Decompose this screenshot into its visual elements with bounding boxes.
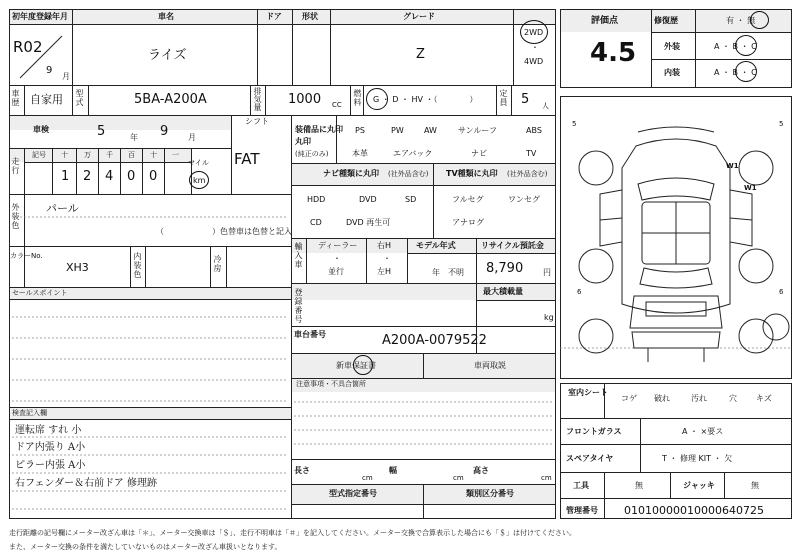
mileage-digit: 0 [149, 169, 158, 184]
grade-header: グレード [403, 12, 435, 21]
capacity-header: 定員 [499, 89, 508, 107]
grade-value: Z [416, 47, 425, 62]
displacement-header: 排気量 [253, 87, 262, 111]
mileage-digit-header: 記号 [32, 151, 46, 159]
capacity-unit: 人 [542, 102, 549, 110]
mileage-header: 走行 [11, 157, 20, 175]
score-value: 4.5 [590, 38, 637, 68]
mileage-digit-header: 一 [172, 151, 179, 159]
displacement-unit: CC [332, 101, 342, 109]
seat-condition: 汚れ [691, 394, 707, 403]
inspector-note-line: ピラー内張 A小 [15, 460, 86, 471]
inspection-month: 9 [160, 124, 169, 139]
tv-type-header: TV種類に丸印 [446, 169, 498, 178]
reg-no-header: 登録番号 [294, 288, 303, 324]
max-load-unit: kg [544, 313, 554, 322]
first-reg-era: R02 [13, 38, 43, 56]
import-dealer: ディーラー [318, 241, 358, 250]
equipment-sub: (純正のみ) [295, 150, 329, 158]
fuel-header: 燃料 [353, 89, 362, 107]
use-category-header: 車歴 [11, 89, 20, 107]
interior-options: A ・ B ・ C [714, 68, 757, 77]
sales-point-header: セールスポイント [12, 289, 68, 297]
navi-item: DVD [359, 195, 377, 204]
mileage-digit: 0 [127, 169, 136, 184]
exterior-options: A ・ B ・ C [714, 42, 757, 51]
type-designation-header: 型式指定番号 [329, 489, 377, 498]
navi-item: SD [405, 195, 417, 204]
import-header: 輸入車 [294, 242, 303, 269]
capacity-value: 5 [521, 92, 530, 107]
inspector-notes-header: 検査記入欄 [12, 409, 47, 417]
tv-type-sub: (社外品含む) [507, 170, 548, 178]
tv-item: ワンセグ [508, 195, 540, 204]
new-car-warranty: 新車保証書 [336, 361, 376, 370]
footer-note-1: 走行距離の記号欄にメーター改ざん車は「＊」、メーター交換車は「＄」、走行不明車は「＃」を記入してください。メーター交換で合算表示した場合にも「＄」は付けてください。 [9, 529, 576, 537]
seat-condition: コゲ [621, 394, 637, 403]
repair-history-options: 有 ・ 無 [726, 16, 756, 25]
first-reg-month: 9 [46, 65, 53, 76]
repaint-note: （ ）色替車は色替と記入 [156, 227, 292, 236]
mileage-unit-km: km [193, 176, 206, 185]
fuel-g-circle [366, 88, 388, 110]
model-year-header: モデル年式 [416, 241, 456, 250]
height-header: 高さ [473, 466, 489, 475]
equipment-item: ABS [526, 126, 542, 135]
tools-value: 無 [635, 481, 643, 490]
shift-value: FAT [234, 150, 260, 168]
width-unit: cm [453, 474, 464, 482]
doors-header: ドア [266, 12, 282, 21]
model-year-options: 年 不明 [432, 268, 464, 277]
inspection-header: 車検 [33, 125, 49, 134]
body-shape-header: 形状 [302, 12, 318, 21]
import-rh: 右H [377, 241, 392, 250]
recycle-unit: 円 [543, 268, 551, 277]
inspector-note-line: 右フェンダー＆右前ドア 修理跡 [15, 478, 157, 489]
chassis-no-value: A200A-0079522 [382, 333, 487, 348]
repair-history-header: 修復歴 [654, 16, 678, 25]
tools-header: 工具 [573, 481, 589, 490]
category-no-header: 類別区分番号 [466, 489, 514, 498]
car-name-header: 車名 [158, 12, 174, 21]
mileage-digit: 1 [61, 169, 70, 184]
tv-item: アナログ [452, 218, 484, 227]
import-lh: 左H [377, 267, 392, 276]
vehicle-damage-diagram [560, 96, 792, 379]
ext-color-value: パール [46, 202, 79, 215]
navi-type-header: ナビ種類に丸印 [323, 169, 379, 178]
equipment-item: PW [391, 126, 404, 135]
navi-item: HDD [307, 195, 326, 204]
control-no-value: 01010000010000640725 [624, 504, 764, 517]
import-dot-2: ・ [383, 254, 391, 263]
tv-item: フルセグ [452, 195, 484, 204]
length-header: 長さ [294, 466, 310, 475]
spare-tire-options: T ・ 修理 KIT ・ 欠 [662, 454, 733, 463]
first-reg-month-unit: 月 [62, 72, 70, 81]
equipment-item: 本革 [352, 149, 368, 158]
equipment-item: PS [355, 126, 365, 135]
equipment-header: 装備品に丸印 [295, 125, 343, 134]
first-reg-header: 初年度登録年月 [12, 12, 68, 21]
inspection-year: 5 [97, 124, 106, 139]
mileage-km-circle [189, 171, 209, 189]
mileage-digit-header: 千 [106, 151, 113, 159]
ac-header: 冷房 [213, 255, 222, 273]
drive-dot: ・ [531, 43, 539, 52]
repair-none-circle [750, 11, 769, 29]
recycle-amount: 8,790 [486, 261, 524, 276]
length-unit: cm [362, 474, 373, 482]
navi-type-sub: (社外品含む) [388, 170, 429, 178]
mileage-digit-header: 万 [84, 151, 91, 159]
equipment-item: TV [526, 149, 537, 158]
recycle-header: リサイクル預託金 [481, 241, 544, 250]
spare-tire-header: スペアタイヤ [566, 454, 614, 463]
tire-depth-rr: 6 [779, 288, 784, 296]
mileage-digit-header: 十 [61, 151, 68, 159]
footer-note-2: また、メーター交換の条件を満たしていないものはメーター改ざん車扱いとなります。 [9, 543, 282, 551]
import-dot: ・ [333, 254, 341, 263]
mileage-digit-header: 十 [150, 151, 157, 159]
seat-condition: キズ [756, 394, 772, 403]
tire-depth-fr: 5 [779, 120, 784, 128]
drive-2wd-circle [520, 20, 548, 44]
chassis-no-header: 車台番号 [294, 330, 326, 339]
interior-header: 内装 [664, 68, 680, 77]
windshield-options: A ・ ×要ス [682, 427, 724, 436]
jack-header: ジャッキ [683, 481, 715, 490]
interior-grade-circle [735, 61, 757, 82]
equipment-item: エアバック [393, 149, 433, 158]
mileage-digit: 2 [83, 169, 92, 184]
seat-condition: 破れ [654, 394, 670, 403]
tire-depth-fl: 5 [572, 120, 577, 128]
width-header: 幅 [389, 466, 397, 475]
notes-header: 注意事項・不具合箇所 [296, 380, 366, 388]
damage-code: W1 [744, 184, 757, 192]
control-no-header: 管理番号 [566, 506, 598, 515]
mileage-digit: 4 [105, 169, 114, 184]
interior-seat-header: 室内シート [568, 388, 608, 397]
max-load-header: 最大積載量 [483, 287, 523, 296]
equipment-item: ナビ [471, 149, 487, 158]
jack-value: 無 [751, 481, 759, 490]
car-name-value: ライズ [148, 48, 187, 63]
drive-2wd: 2WD [524, 28, 544, 37]
interior-color-header: 内装色 [133, 252, 142, 279]
windshield-header: フロントガラス [566, 427, 622, 436]
equipment-item: AW [424, 126, 437, 135]
inspection-month-unit: 月 [188, 133, 196, 142]
displacement-value: 1000 [288, 92, 322, 107]
seat-condition: 穴 [729, 394, 737, 403]
mileage-unit-mile: マイル [188, 159, 209, 167]
model-type-value: 5BA-A200A [134, 92, 207, 107]
score-header: 評価点 [591, 16, 619, 26]
navi-item: CD [310, 218, 322, 227]
equipment-header-2: 丸印 [295, 137, 311, 146]
use-category-value: 自家用 [30, 93, 63, 106]
color-no-value: XH3 [66, 261, 89, 274]
model-type-header: 型式 [75, 89, 84, 107]
exterior-grade-circle [735, 35, 757, 56]
inspector-note-line: ドア内張り A小 [15, 442, 86, 453]
shift-header: シフト [245, 117, 269, 126]
color-no-header: カラーNo. [10, 252, 43, 260]
drive-4wd: 4WD [524, 57, 544, 66]
ext-color-header: 外装色 [11, 203, 20, 230]
equipment-item: サンルーフ [458, 126, 497, 135]
mileage-digit-header: 百 [128, 151, 135, 159]
tire-depth-rl: 6 [577, 288, 582, 296]
inspector-note-line: 運転席 すれ 小 [15, 425, 82, 436]
damage-code: W1 [726, 162, 739, 170]
exterior-header: 外装 [664, 42, 680, 51]
navi-item: DVD 再生可 [346, 218, 391, 227]
import-parallel: 並行 [328, 267, 344, 276]
manual-label: 車両取説 [474, 361, 506, 370]
inspection-year-unit: 年 [130, 133, 138, 142]
height-unit: cm [541, 474, 552, 482]
fuel-options: G ・ D ・ HV ・（ ） [373, 95, 478, 104]
warranty-circle [353, 355, 373, 375]
